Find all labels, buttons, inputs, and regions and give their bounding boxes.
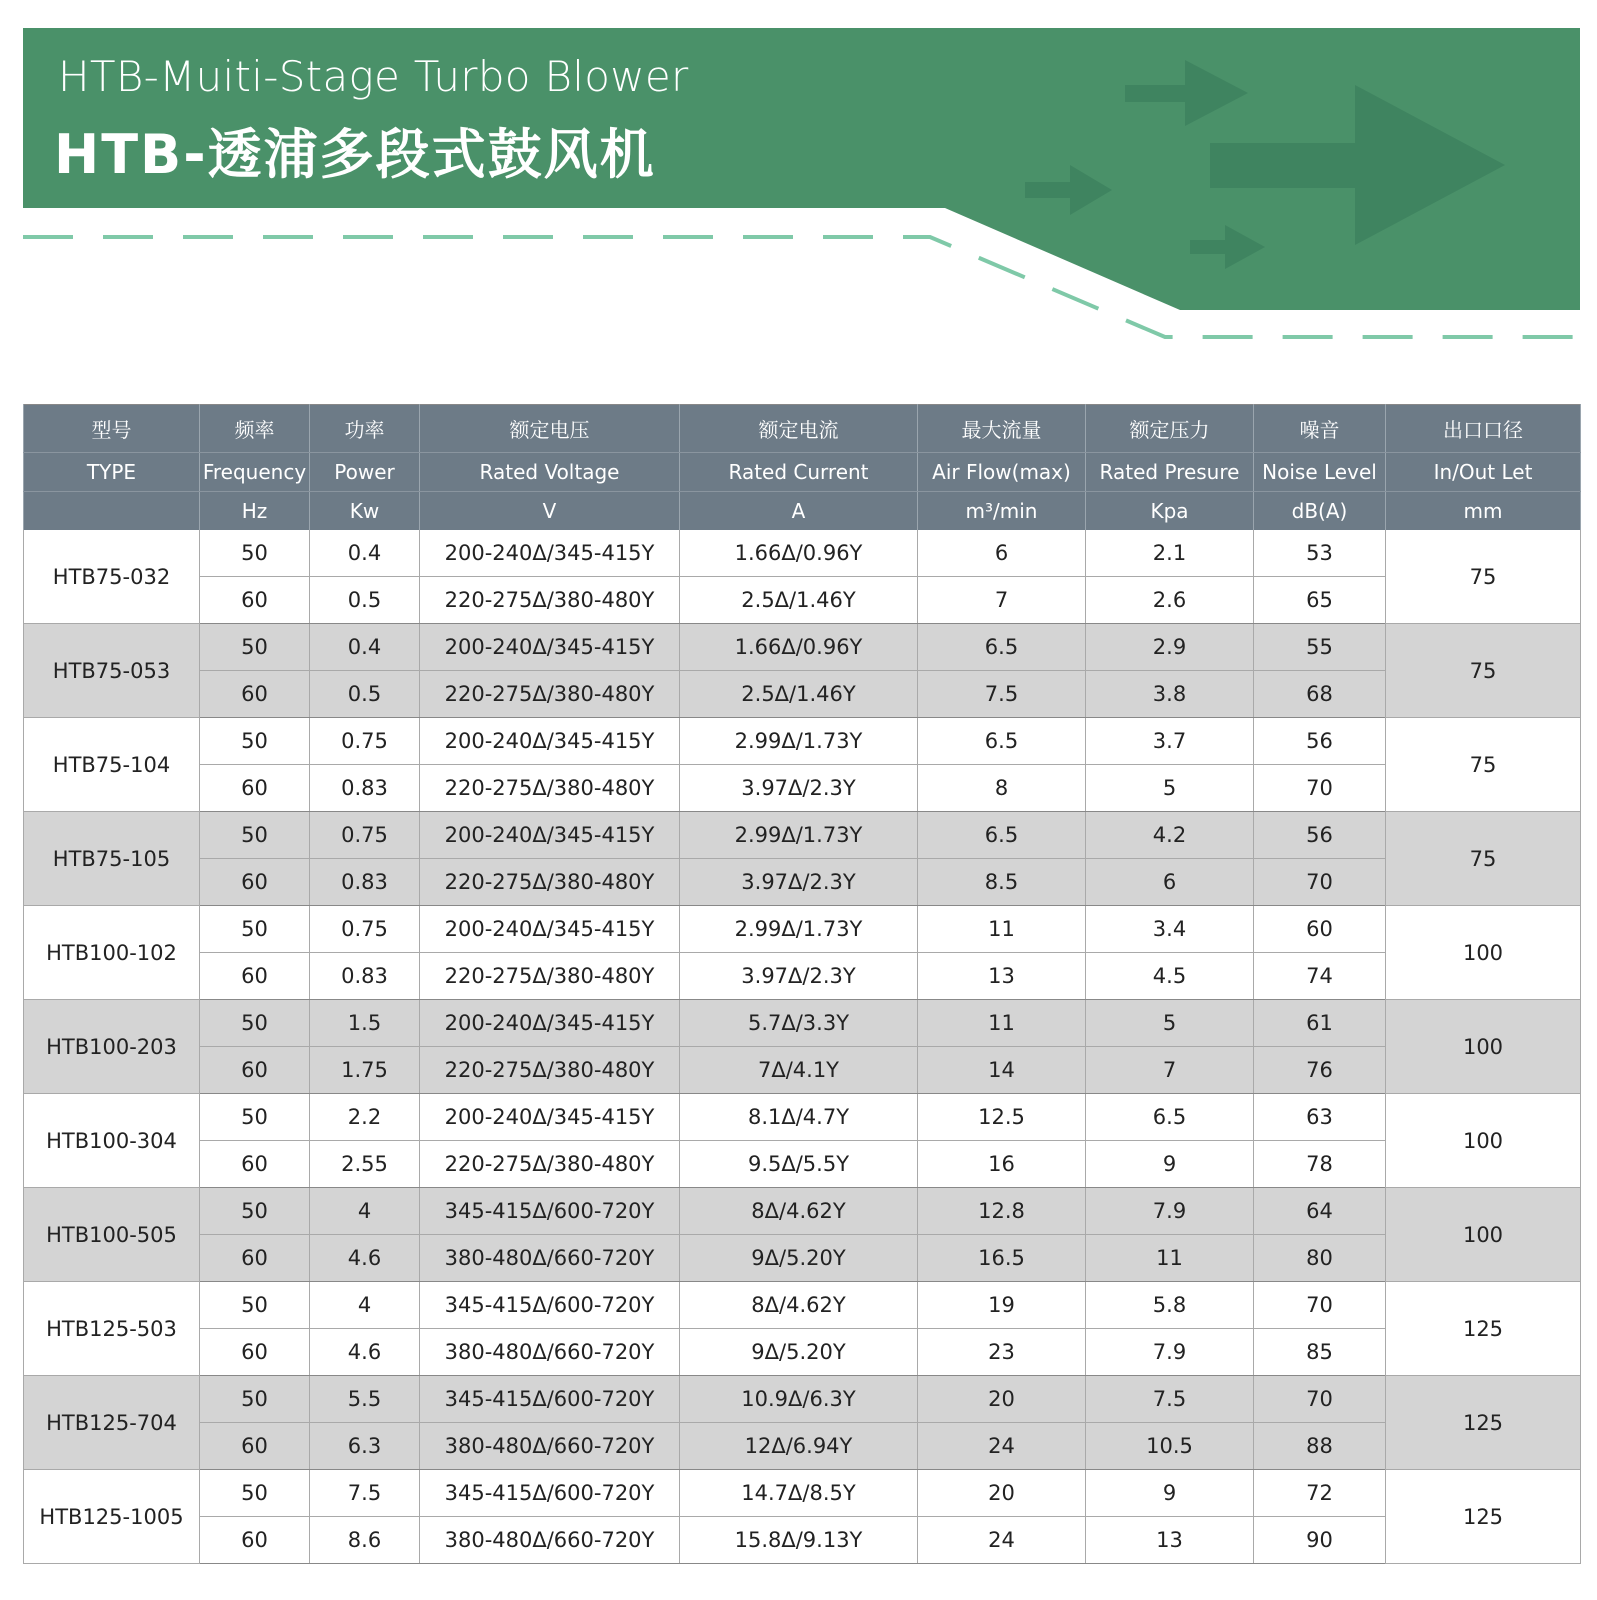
kw-cell: 1.5 [310,1000,420,1047]
hz-cell: 50 [200,718,310,765]
voltage-cell: 220-275Δ/380-480Y [420,1047,680,1094]
current-cell: 9Δ/5.20Y [680,1329,918,1376]
table-row [24,1141,1581,1188]
model-group [24,530,1581,624]
noise-cell: 70 [1254,859,1386,906]
noise-cell: 56 [1254,718,1386,765]
kw-cell: 6.3 [310,1423,420,1470]
pressure-cell: 11 [1086,1235,1254,1282]
voltage-cell: 220-275Δ/380-480Y [420,671,680,718]
pressure-cell: 2.6 [1086,577,1254,624]
current-cell: 2.99Δ/1.73Y [680,812,918,859]
pressure-cell: 5 [1086,1000,1254,1047]
kw-cell: 5.5 [310,1376,420,1423]
kw-cell: 0.75 [310,718,420,765]
kw-cell: 7.5 [310,1470,420,1517]
table-row [24,530,1581,577]
hz-cell: 50 [200,624,310,671]
table-row [24,1517,1581,1564]
table-header [24,405,1581,531]
current-cell: 5.7Δ/3.3Y [680,1000,918,1047]
hz-cell: 50 [200,1188,310,1235]
hz-cell: 50 [200,812,310,859]
voltage-cell: 200-240Δ/345-415Y [420,718,680,765]
pressure-cell: 6.5 [1086,1094,1254,1141]
hz-cell: 50 [200,906,310,953]
noise-cell: 61 [1254,1000,1386,1047]
current-cell: 8Δ/4.62Y [680,1188,918,1235]
pressure-cell: 6 [1086,859,1254,906]
noise-cell: 72 [1254,1470,1386,1517]
header-unit-4: A [680,492,918,531]
flow-cell: 14 [918,1047,1086,1094]
table-row [24,671,1581,718]
header-en-4: Rated Current [680,453,918,492]
noise-cell: 63 [1254,1094,1386,1141]
flow-cell: 6.5 [918,812,1086,859]
model-type-cell: HTB75-032 [24,530,200,624]
model-type-cell: HTB100-102 [24,906,200,1000]
flow-cell: 8.5 [918,859,1086,906]
current-cell: 12Δ/6.94Y [680,1423,918,1470]
outlet-cell: 125 [1386,1376,1581,1470]
header-unit-7: dB(A) [1254,492,1386,531]
kw-cell: 0.4 [310,530,420,577]
table-row [24,624,1581,671]
banner-title-en: HTB-Muiti-Stage Turbo Blower [58,52,689,101]
flow-cell: 8 [918,765,1086,812]
hz-cell: 50 [200,1376,310,1423]
voltage-cell: 220-275Δ/380-480Y [420,1141,680,1188]
outlet-cell: 100 [1386,1188,1581,1282]
pressure-cell: 9 [1086,1141,1254,1188]
kw-cell: 4.6 [310,1329,420,1376]
hz-cell: 60 [200,859,310,906]
outlet-cell: 75 [1386,718,1581,812]
outlet-cell: 100 [1386,1094,1581,1188]
pressure-cell: 13 [1086,1517,1254,1564]
noise-cell: 53 [1254,530,1386,577]
table-row [24,1047,1581,1094]
flow-cell: 12.8 [918,1188,1086,1235]
outlet-cell: 75 [1386,624,1581,718]
flow-cell: 24 [918,1517,1086,1564]
table-row [24,1376,1581,1423]
kw-cell: 4 [310,1282,420,1329]
current-cell: 9.5Δ/5.5Y [680,1141,918,1188]
model-group [24,718,1581,812]
header-en-7: Noise Level [1254,453,1386,492]
header-unit-1: Hz [200,492,310,531]
flow-cell: 11 [918,906,1086,953]
model-group [24,1094,1581,1188]
kw-cell: 0.75 [310,906,420,953]
header-en-1: Frequency [200,453,310,492]
pressure-cell: 5.8 [1086,1282,1254,1329]
pressure-cell: 7.9 [1086,1329,1254,1376]
header-cn-7: 噪音 [1254,405,1386,453]
header-unit-8: mm [1386,492,1581,531]
hz-cell: 50 [200,530,310,577]
table-row [24,1094,1581,1141]
flow-cell: 20 [918,1470,1086,1517]
flow-cell: 19 [918,1282,1086,1329]
header-unit-3: V [420,492,680,531]
pressure-cell: 7.9 [1086,1188,1254,1235]
kw-cell: 4.6 [310,1235,420,1282]
header-en-6: Rated Presure [1086,453,1254,492]
voltage-cell: 220-275Δ/380-480Y [420,577,680,624]
flow-cell: 23 [918,1329,1086,1376]
current-cell: 8.1Δ/4.7Y [680,1094,918,1141]
kw-cell: 0.4 [310,624,420,671]
current-cell: 3.97Δ/2.3Y [680,953,918,1000]
table-row [24,859,1581,906]
flow-cell: 6.5 [918,624,1086,671]
pressure-cell: 3.8 [1086,671,1254,718]
current-cell: 10.9Δ/6.3Y [680,1376,918,1423]
voltage-cell: 345-415Δ/600-720Y [420,1188,680,1235]
noise-cell: 64 [1254,1188,1386,1235]
header-cn-1: 频率 [200,405,310,453]
voltage-cell: 200-240Δ/345-415Y [420,624,680,671]
model-type-cell: HTB75-104 [24,718,200,812]
table-row [24,1235,1581,1282]
header-cn-4: 额定电流 [680,405,918,453]
noise-cell: 76 [1254,1047,1386,1094]
table-row [24,1329,1581,1376]
hz-cell: 60 [200,577,310,624]
model-group [24,1470,1581,1564]
current-cell: 2.99Δ/1.73Y [680,906,918,953]
hz-cell: 60 [200,1329,310,1376]
model-type-cell: HTB100-304 [24,1094,200,1188]
hz-cell: 60 [200,765,310,812]
model-group [24,1188,1581,1282]
table-row [24,765,1581,812]
header-cn-8: 出口口径 [1386,405,1581,453]
outlet-cell: 125 [1386,1470,1581,1564]
header-cn-0: 型号 [24,405,200,453]
header-en-8: In/Out Let [1386,453,1581,492]
hz-cell: 60 [200,1047,310,1094]
voltage-cell: 220-275Δ/380-480Y [420,953,680,1000]
header-cn-6: 额定压力 [1086,405,1254,453]
table-row [24,1282,1581,1329]
hz-cell: 60 [200,1141,310,1188]
flow-cell: 6 [918,530,1086,577]
kw-cell: 0.83 [310,953,420,1000]
header-unit-5: m³/min [918,492,1086,531]
hz-cell: 50 [200,1094,310,1141]
current-cell: 2.5Δ/1.46Y [680,577,918,624]
hz-cell: 50 [200,1470,310,1517]
noise-cell: 80 [1254,1235,1386,1282]
voltage-cell: 200-240Δ/345-415Y [420,530,680,577]
noise-cell: 68 [1254,671,1386,718]
current-cell: 1.66Δ/0.96Y [680,624,918,671]
model-group [24,906,1581,1000]
header-cn-3: 额定电压 [420,405,680,453]
kw-cell: 0.5 [310,577,420,624]
voltage-cell: 200-240Δ/345-415Y [420,1094,680,1141]
pressure-cell: 2.1 [1086,530,1254,577]
model-group [24,812,1581,906]
kw-cell: 4 [310,1188,420,1235]
model-type-cell: HTB100-203 [24,1000,200,1094]
hz-cell: 60 [200,671,310,718]
noise-cell: 88 [1254,1423,1386,1470]
header-cn-2: 功率 [310,405,420,453]
header-row-units [24,492,1581,531]
current-cell: 15.8Δ/9.13Y [680,1517,918,1564]
outlet-cell: 75 [1386,530,1581,624]
kw-cell: 0.5 [310,671,420,718]
spec-table [23,404,1581,1564]
flow-cell: 16 [918,1141,1086,1188]
kw-cell: 0.83 [310,859,420,906]
flow-cell: 6.5 [918,718,1086,765]
kw-cell: 2.2 [310,1094,420,1141]
noise-cell: 70 [1254,1376,1386,1423]
model-type-cell: HTB75-105 [24,812,200,906]
model-type-cell: HTB75-053 [24,624,200,718]
model-type-cell: HTB125-503 [24,1282,200,1376]
model-group [24,1000,1581,1094]
table-row [24,953,1581,1000]
kw-cell: 0.83 [310,765,420,812]
model-type-cell: HTB100-505 [24,1188,200,1282]
current-cell: 14.7Δ/8.5Y [680,1470,918,1517]
current-cell: 1.66Δ/0.96Y [680,530,918,577]
header-unit-6: Kpa [1086,492,1254,531]
pressure-cell: 5 [1086,765,1254,812]
noise-cell: 85 [1254,1329,1386,1376]
outlet-cell: 125 [1386,1282,1581,1376]
voltage-cell: 200-240Δ/345-415Y [420,906,680,953]
flow-cell: 16.5 [918,1235,1086,1282]
noise-cell: 70 [1254,765,1386,812]
outlet-cell: 100 [1386,906,1581,1000]
model-type-cell: HTB125-1005 [24,1470,200,1564]
noise-cell: 60 [1254,906,1386,953]
header-en-5: Air Flow(max) [918,453,1086,492]
pressure-cell: 2.9 [1086,624,1254,671]
pressure-cell: 9 [1086,1470,1254,1517]
table-row [24,1423,1581,1470]
flow-cell: 20 [918,1376,1086,1423]
pressure-cell: 4.5 [1086,953,1254,1000]
current-cell: 2.5Δ/1.46Y [680,671,918,718]
pressure-cell: 7.5 [1086,1376,1254,1423]
header-row-cn [24,405,1581,453]
header-en-3: Rated Voltage [420,453,680,492]
table-row [24,1470,1581,1517]
pressure-cell: 4.2 [1086,812,1254,859]
current-cell: 3.97Δ/2.3Y [680,765,918,812]
flow-cell: 7.5 [918,671,1086,718]
flow-cell: 24 [918,1423,1086,1470]
outlet-cell: 75 [1386,812,1581,906]
voltage-cell: 345-415Δ/600-720Y [420,1282,680,1329]
hz-cell: 50 [200,1282,310,1329]
header-row-en [24,453,1581,492]
voltage-cell: 200-240Δ/345-415Y [420,812,680,859]
noise-cell: 65 [1254,577,1386,624]
header-unit-0 [24,492,200,531]
hz-cell: 60 [200,1423,310,1470]
table-row [24,577,1581,624]
kw-cell: 8.6 [310,1517,420,1564]
voltage-cell: 220-275Δ/380-480Y [420,765,680,812]
kw-cell: 1.75 [310,1047,420,1094]
header-cn-5: 最大流量 [918,405,1086,453]
voltage-cell: 345-415Δ/600-720Y [420,1470,680,1517]
voltage-cell: 345-415Δ/600-720Y [420,1376,680,1423]
noise-cell: 78 [1254,1141,1386,1188]
header-en-0: TYPE [24,453,200,492]
table-row [24,718,1581,765]
voltage-cell: 380-480Δ/660-720Y [420,1329,680,1376]
flow-cell: 13 [918,953,1086,1000]
noise-cell: 90 [1254,1517,1386,1564]
hz-cell: 50 [200,1000,310,1047]
outlet-cell: 100 [1386,1000,1581,1094]
table-row [24,1000,1581,1047]
current-cell: 2.99Δ/1.73Y [680,718,918,765]
voltage-cell: 220-275Δ/380-480Y [420,859,680,906]
current-cell: 8Δ/4.62Y [680,1282,918,1329]
noise-cell: 56 [1254,812,1386,859]
pressure-cell: 10.5 [1086,1423,1254,1470]
pressure-cell: 7 [1086,1047,1254,1094]
current-cell: 3.97Δ/2.3Y [680,859,918,906]
model-group [24,1376,1581,1470]
pressure-cell: 3.4 [1086,906,1254,953]
header-en-2: Power [310,453,420,492]
current-cell: 9Δ/5.20Y [680,1235,918,1282]
model-group [24,624,1581,718]
banner-title-cn: HTB-透浦多段式鼓风机 [54,123,656,186]
kw-cell: 0.75 [310,812,420,859]
noise-cell: 70 [1254,1282,1386,1329]
flow-cell: 12.5 [918,1094,1086,1141]
pressure-cell: 3.7 [1086,718,1254,765]
noise-cell: 74 [1254,953,1386,1000]
hz-cell: 60 [200,953,310,1000]
voltage-cell: 200-240Δ/345-415Y [420,1000,680,1047]
model-group [24,1282,1581,1376]
table-row [24,1188,1581,1235]
flow-cell: 7 [918,577,1086,624]
voltage-cell: 380-480Δ/660-720Y [420,1235,680,1282]
current-cell: 7Δ/4.1Y [680,1047,918,1094]
model-type-cell: HTB125-704 [24,1376,200,1470]
kw-cell: 2.55 [310,1141,420,1188]
hz-cell: 60 [200,1517,310,1564]
hz-cell: 60 [200,1235,310,1282]
table-row [24,812,1581,859]
flow-cell: 11 [918,1000,1086,1047]
voltage-cell: 380-480Δ/660-720Y [420,1517,680,1564]
voltage-cell: 380-480Δ/660-720Y [420,1423,680,1470]
header-unit-2: Kw [310,492,420,531]
table-row [24,906,1581,953]
noise-cell: 55 [1254,624,1386,671]
